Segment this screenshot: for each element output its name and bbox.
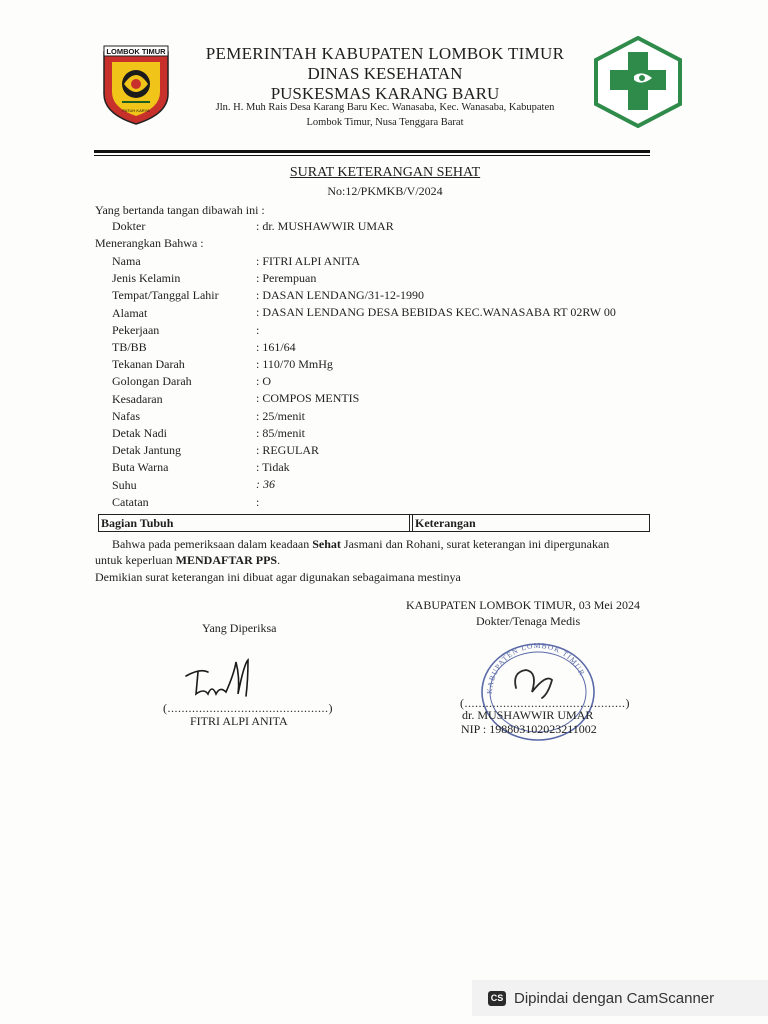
examinee-role: Yang Diperiksa (202, 621, 277, 635)
field-label: Catatan (112, 495, 149, 509)
header-divider (94, 150, 650, 153)
field-label: Nafas (112, 409, 140, 423)
field-label: Nama (112, 254, 141, 268)
statement-line-2 (95, 552, 280, 568)
doctor-nip: NIP : 198803102023211002 (461, 722, 597, 736)
field-value: : FITRI ALPI ANITA (256, 254, 361, 268)
doctor-name: dr. MUSHAWWIR UMAR (462, 708, 594, 722)
puskesmas-logo (590, 36, 686, 128)
field-label: Tekanan Darah (112, 357, 185, 371)
statement-bold-purpose: MENDAFTAR PPS (175, 553, 278, 567)
svg-text:KABUPATEN LOMBOK TIMUR: KABUPATEN LOMBOK TIMUR (484, 640, 587, 695)
doctor-role: Dokter/Tenaga Medis (476, 614, 581, 628)
svg-text:LOMBOK TIMUR: LOMBOK TIMUR (106, 47, 166, 56)
document-number: No:12/PKMKB/V/2024 (327, 184, 443, 198)
field-label: Pekerjaan (112, 323, 160, 337)
field-value: : DASAN LENDANG DESA BEBIDAS KEC.WANASABA RT 02RW 00 (256, 305, 616, 319)
field-label: Buta Warna (112, 460, 169, 474)
examinee-signature-line: (..............................................) (163, 701, 333, 715)
statement-line-1 (112, 536, 609, 552)
field-label: Tempat/Tanggal Lahir (112, 288, 219, 302)
camscanner-icon: CS (488, 991, 506, 1006)
field-value: : (256, 323, 260, 337)
statement-text: Bahwa pada pemeriksaan dalam keadaan (112, 537, 313, 551)
header-line-2: DINAS KESEHATAN (307, 64, 463, 83)
field-value-handwritten: : 36 (256, 477, 275, 491)
field-value: : DASAN LENDANG/31-12-1990 (256, 288, 424, 302)
field-label: Jenis Kelamin (112, 271, 181, 285)
field-label: Detak Jantung (112, 443, 181, 457)
doctor-label: Dokter (112, 219, 146, 233)
field-value: : (256, 495, 260, 509)
camscanner-watermark (472, 980, 768, 1016)
field-label: TB/BB (112, 340, 147, 354)
table-header-notes: Keterangan (412, 515, 649, 531)
statement-bold-sehat: Sehat (312, 537, 341, 551)
field-label: Suhu (112, 478, 137, 492)
examinee-signature (178, 654, 268, 704)
field-label: Kesadaran (112, 392, 163, 406)
statement-text: Jasmani dan Rohani, surat keterangan ini dipergunakan (340, 537, 610, 551)
header-address-1: Jln. H. Muh Rais Desa Karang Baru Kec. Wanasaba, Kec. Wanasaba, Kabupaten (215, 102, 555, 113)
table-header-body-part: Bagian Tubuh (99, 515, 410, 531)
field-value: : REGULAR (256, 443, 319, 457)
field-value: : 25/menit (256, 409, 305, 423)
header-line-1: PEMERINTAH KABUPATEN LOMBOK TIMUR (205, 44, 565, 63)
field-value: : Tidak (256, 460, 290, 474)
body-parts-table-header (98, 514, 650, 532)
explains-text: Menerangkan Bahwa : (95, 236, 204, 250)
intro-text: Yang bertanda tangan dibawah ini : (95, 203, 265, 217)
svg-text:PATUH KARYA: PATUH KARYA (122, 108, 150, 113)
field-value: : 85/menit (256, 426, 305, 440)
header-divider-thin (94, 155, 650, 156)
statement-closing: Demikian surat keterangan ini dibuat agar digunakan sebagaimana mestinya (95, 570, 461, 584)
document-title: SURAT KETERANGAN SEHAT (289, 165, 481, 180)
field-label: Golongan Darah (112, 374, 192, 388)
field-label: Alamat (112, 306, 148, 320)
header-address-2: Lombok Timur, Nusa Tenggara Barat (306, 117, 464, 128)
statement-text: untuk keperluan (95, 553, 176, 567)
field-value: : O (256, 374, 271, 388)
field-value: : 110/70 MmHg (256, 357, 333, 371)
field-value: : Perempuan (256, 271, 317, 285)
field-label: Detak Nadi (112, 426, 167, 440)
field-value: : COMPOS MENTIS (256, 391, 360, 405)
place-date: KABUPATEN LOMBOK TIMUR, 03 Mei 2024 (406, 598, 641, 612)
header-line-3: PUSKESMAS KARANG BARU (270, 84, 500, 103)
camscanner-text: Dipindai dengan CamScanner (514, 989, 715, 1007)
examinee-name: FITRI ALPI ANITA (190, 714, 288, 728)
doctor-value: : dr. MUSHAWWIR UMAR (256, 219, 394, 233)
doctor-signature-line: (..............................................) (460, 696, 630, 710)
statement-text: . (277, 553, 281, 567)
field-value: : 161/64 (256, 340, 296, 354)
